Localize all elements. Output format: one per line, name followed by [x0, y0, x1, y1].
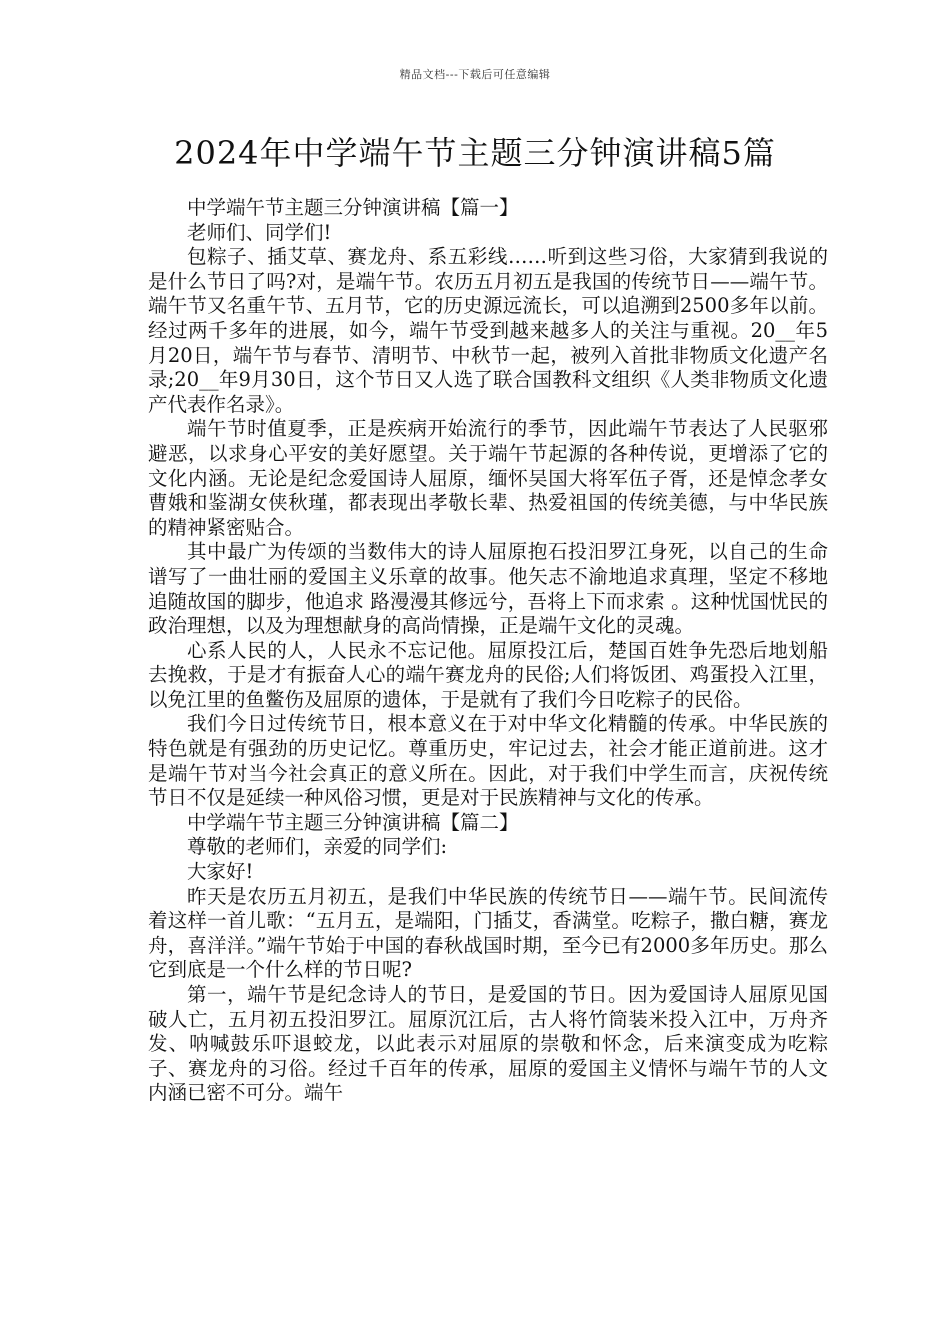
body-paragraph: 心系人民的人，人民永不忘记他。屈原投江后，楚国百姓争先恐后地划船去挽救，于是才有振奋人心的端午赛龙舟的民俗;人们将饭团、鸡蛋投入江里，以免江里的鱼鳖伤及屈原的遗体，于是就有了我们今日吃粽子的民俗。 [148, 638, 828, 711]
body-paragraph: 包粽子、插艾草、赛龙舟、系五彩线……听到这些习俗，大家猜到我说的是什么节日了吗?对，是端午节。农历五月初五是我国的传统节日——端午节。端午节又名重午节、五月节，它的历史源远流长，可以追溯到2500多年以前。经过两千多年的进展，如今，端午节受到越来越多人的关注与重视。20__年5月20日，端午节与春节、清明节、中秋节一起，被列入首批非物质文化遗产名录;20__年9月30日，这个节日又人选了联合国教科文组织《人类非物质文化遗产代表作名录》。 [148, 245, 828, 416]
greeting-paragraph: 老师们、同学们! [187, 220, 332, 244]
body-paragraph: 其中最广为传颂的当数伟大的诗人屈原抱石投汨罗江身死，以自己的生命谱写了一曲壮丽的爱国主义乐章的故事。他矢志不渝地追求真理，坚定不移地追随故国的脚步，他追求 路漫漫其修远兮，吾将上下而求索 。这种忧国忧民的政治理想，以及为理想献身的高尚情操，正是端午文化的灵魂。 [148, 540, 828, 638]
document-body [148, 196, 828, 1106]
greeting-paragraph: 尊敬的老师们，亲爱的同学们: [187, 835, 448, 859]
document-title: 2024年中学端午节主题三分钟演讲稿5篇 [174, 134, 776, 172]
section-heading-2: 中学端午节主题三分钟演讲稿【篇二】 [187, 810, 519, 834]
body-paragraph: 第一，端午节是纪念诗人的节日，是爱国的节日。因为爱国诗人屈原见国破人亡，五月初五投汨罗江。屈原沉江后，古人将竹筒装米投入江中，万舟齐发、呐喊鼓乐吓退蛟龙，以此表示对屈原的崇敬和怀念，后来演变成为吃粽子、赛龙舟的习俗。经过千百年的传承，屈原的爱国主义情怀与端午节的人文内涵已密不可分。端午 [148, 983, 828, 1105]
body-paragraph: 端午节时值夏季，正是疾病开始流行的季节，因此端午节表达了人民驱邪避恶，以求身心平安的美好愿望。关于端午节起源的各种传说，更增添了它的文化内涵。无论是纪念爱国诗人屈原，缅怀吴国大将军伍子胥，还是悼念孝女曹娥和鉴湖女侠秋瑾，都表现出孝敬长辈、热爱祖国的传统美德，与中华民族的精神紧密贴合。 [148, 417, 828, 539]
greeting-paragraph: 大家好! [187, 860, 254, 884]
section-heading-1: 中学端午节主题三分钟演讲稿【篇一】 [187, 196, 519, 219]
header-note: 精品文档---下载后可任意编辑 [399, 68, 551, 81]
body-paragraph: 昨天是农历五月初五，是我们中华民族的传统节日——端午节。民间流传着这样一首儿歌：“五月五，是端阳，门插艾，香满堂。吃粽子，撒白糖，赛龙舟，喜洋洋。”端午节始于中国的春秋战国时期，至今已有2000多年历史。那么它到底是一个什么样的节日呢? [148, 884, 828, 982]
body-paragraph: 我们今日过传统节日，根本意义在于对中华文化精髓的传承。中华民族的特色就是有强劲的历史记忆。尊重历史，牢记过去，社会才能正道前进。这才是端午节对当今社会真正的意义所在。因此，对于我们中学生而言，庆祝传统节日不仅是延续一种风俗习惯，更是对于民族精神与文化的传承。 [148, 712, 828, 810]
